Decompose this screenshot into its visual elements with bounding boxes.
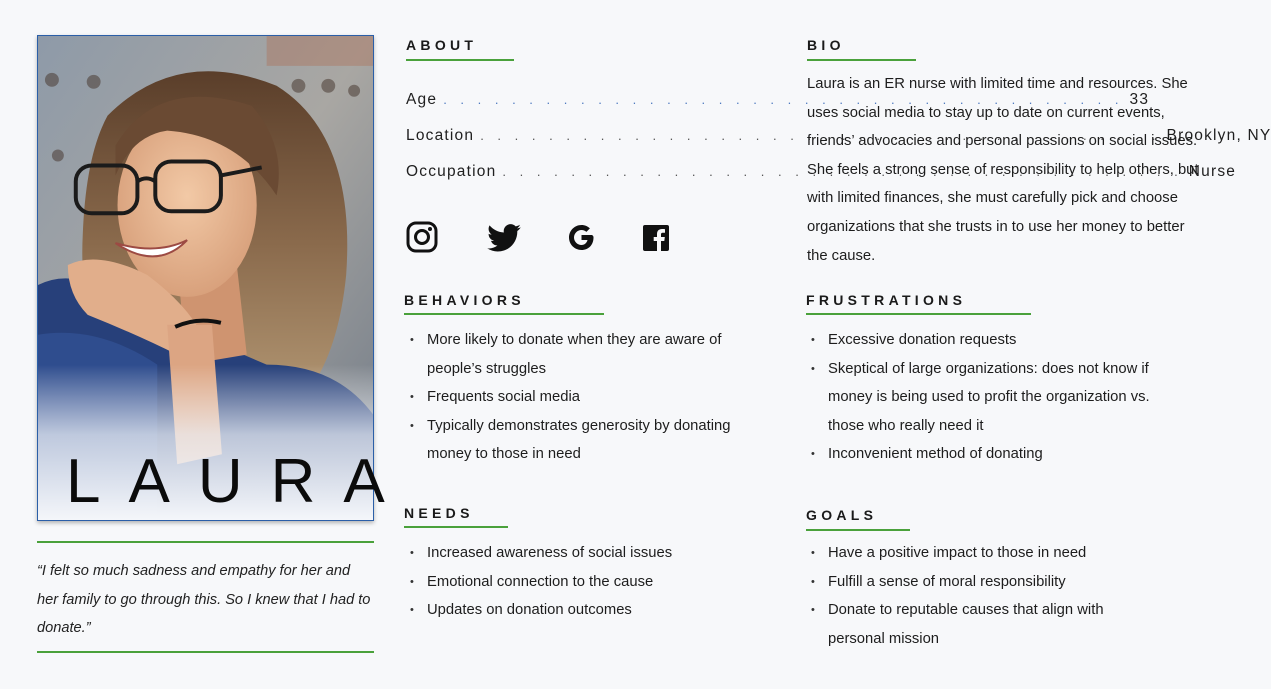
facebook-icon[interactable] (643, 225, 669, 259)
bio-text: Laura is an ER nurse with limited time and resources. She uses social media to stay up to date on current events, friends’ advocacies and personal passions on social issues. She feels a strong sense of responsibility to help others, but with limited finances, she must carefully pick and choose organizations that she trusts in to use her money to better the cause. (807, 76, 1199, 264)
bio-heading-underline (807, 59, 916, 61)
quote-top-divider (37, 541, 374, 543)
behaviors-heading: BEHAVIORS (404, 292, 525, 308)
list-item: • Skeptical of large organizations: does not know if money is being used to profit the organization vs. those who really need it (807, 355, 1167, 441)
list-item: • More likely to donate when they are aware of people’s struggles (406, 326, 736, 383)
goals-heading-underline (806, 529, 910, 531)
frustrations-heading: FRUSTRATIONS (806, 292, 967, 308)
needs-heading-underline (404, 526, 508, 528)
list-item: • Updates on donation outcomes (406, 596, 716, 625)
persona-quote: “I felt so much sadness and empathy for her and her family to go through this. So I knew that I had to donate.” (37, 563, 371, 636)
list-item: • Frequents social media (406, 383, 736, 412)
about-heading: ABOUT (406, 37, 478, 53)
about-row-occupation (406, 163, 1237, 181)
about-row-age (406, 91, 1150, 109)
about-label: Occupation (406, 163, 497, 180)
about-value: Nurse (1188, 163, 1237, 180)
list-item: • Donate to reputable causes that align with personal mission (807, 596, 1127, 653)
frustrations-list (807, 326, 1167, 469)
persona-name: LAURA (66, 447, 413, 516)
list-item: • Emotional connection to the cause (406, 568, 716, 597)
frustrations-heading-underline (806, 313, 1031, 315)
list-item: • Typically demonstrates generosity by donating money to those in need (406, 412, 736, 469)
quote-bottom-divider (37, 651, 374, 653)
behaviors-heading-underline (404, 313, 604, 315)
persona-photo (37, 35, 413, 521)
list-item: • Increased awareness of social issues (406, 539, 716, 568)
twitter-icon[interactable] (487, 224, 521, 258)
about-label: Age (406, 91, 438, 108)
about-heading-underline (406, 59, 514, 61)
about-label: Location (406, 127, 475, 144)
list-item: • Excessive donation requests (807, 326, 1167, 355)
instagram-icon[interactable] (406, 221, 438, 255)
bio-heading: BIO (807, 37, 845, 53)
google-icon[interactable] (567, 223, 596, 257)
about-row-location (406, 127, 1271, 145)
list-item: • Fulfill a sense of moral responsibility (807, 568, 1127, 597)
needs-list (406, 539, 716, 625)
list-item: • Inconvenient method of donating (807, 440, 1167, 469)
list-item: • Have a positive impact to those in need (807, 539, 1127, 568)
needs-heading: NEEDS (404, 505, 474, 521)
goals-list (807, 539, 1127, 653)
behaviors-list (406, 326, 736, 469)
goals-heading: GOALS (806, 507, 878, 523)
about-value: Brooklyn, NY (1166, 127, 1271, 144)
about-value: 33 (1129, 91, 1150, 108)
